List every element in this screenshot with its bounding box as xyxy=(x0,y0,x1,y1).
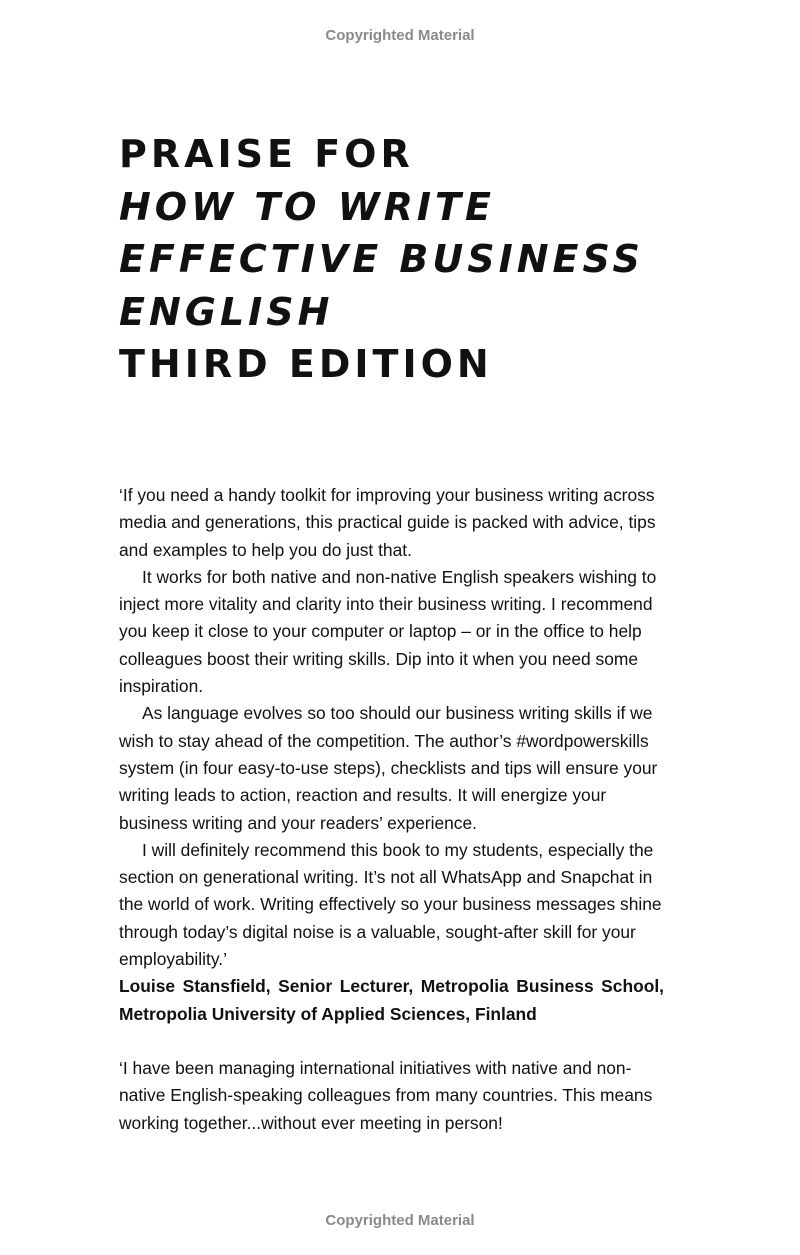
praise-body xyxy=(119,482,664,1137)
testimonial-1-attribution: Louise Stansfield, Senior Lecturer, Metropolia Business School, Metropolia University of Applied Sciences, Finland xyxy=(119,976,664,1024)
testimonial-1-paragraph-3: As language evolves so too should our business writing skills if we wish to stay ahead of the competition. The author’s #wordpowerskills system (in four easy-to-use steps), checklists and tips will ensure your writing leads to action, reaction and results. It will energize your business writing and your readers’ experience. xyxy=(119,703,658,833)
heading-line-book-title-1: HOW TO WRITE xyxy=(119,184,495,229)
copyright-watermark-top: Copyrighted Material xyxy=(325,27,475,44)
heading-line-edition: THIRD EDITION xyxy=(119,342,493,386)
testimonial-1-paragraph-2: It works for both native and non-native English speakers wishing to inject more vitality and clarity into their business writing. I recommend you keep it close to your computer or laptop – or in the office to help colleagues boost their writing skills. Dip into it when you need some inspiration. xyxy=(119,566,657,697)
testimonial-spacer xyxy=(119,1028,664,1055)
testimonial-1-paragraph-4: I will definitely recommend this book to my students, especially the section on generational writing. It’s not all WhatsApp and Snapchat in the world of work. Writing effectively so your business messages shine through today’s digital noise is a valuable, sought-after skill for your employability.’ xyxy=(119,839,662,970)
testimonial-2 xyxy=(119,1055,664,1137)
heading-line-book-title-3: ENGLISH xyxy=(119,289,334,334)
testimonial-1 xyxy=(119,482,664,1028)
heading-line-praise-for: PRAISE FOR xyxy=(119,132,414,176)
testimonial-1-paragraph-1: ‘If you need a handy toolkit for improving your business writing across media and generations, this practical guide is packed with advice, tips and examples to help you do just that. xyxy=(119,485,656,560)
testimonial-2-paragraph-1: ‘I have been managing international initiatives with native and non-native English-speaking colleagues from many countries. This means working together...without ever meeting in person! xyxy=(119,1057,653,1133)
page-heading xyxy=(119,128,644,391)
copyright-watermark-bottom: Copyrighted Material xyxy=(325,1212,475,1229)
heading-line-book-title-2: EFFECTIVE BUSINESS xyxy=(119,237,644,281)
